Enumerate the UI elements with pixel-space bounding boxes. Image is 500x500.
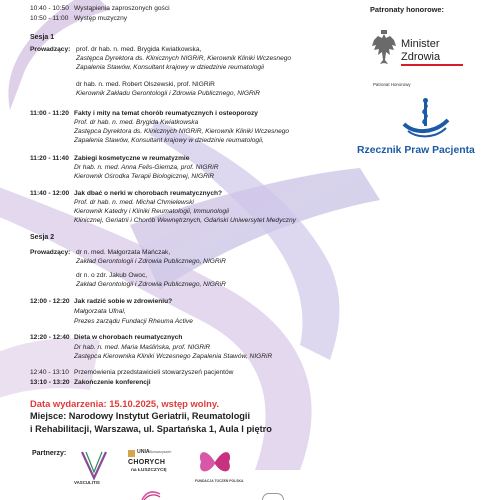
partners-label: Partnerzy:	[32, 450, 67, 457]
program-text: Zakończenie konferencji	[74, 379, 151, 386]
vasculitis-v-icon	[72, 448, 118, 482]
chair-name: dr hab. n. med. Robert Olszewski, prof. NIGRiR	[76, 81, 215, 88]
vasculitis-text: VASCULITIS	[74, 480, 100, 485]
speaker-line: Kierownik Katedry i Kliniki Reumatologii, Immunologii	[74, 208, 230, 215]
speaker-line: Klinicznej, Geriatrii i Chorób Wewnętrznych, Gdański Uniwersytet Medyczny	[74, 217, 296, 224]
speaker-line: Dr hab. n. med. Anna Felis-Giemza, prof. NIGRiR	[74, 164, 219, 171]
talk-title: Dieta w chorobach reumatycznych	[74, 334, 183, 341]
unia-top: UNIA	[137, 449, 150, 455]
chairs-label: Prowadzący:	[30, 249, 71, 256]
partner-logo-partial-icon	[140, 490, 162, 500]
minister-line2: Zdrowia	[401, 51, 441, 63]
speaker-line: Kierownik Ośrodka Terapii Biologicznej, NIGRiR	[74, 173, 215, 180]
program-text: Przemówienia przedstawicieli stowarzyszeń pacjentów	[74, 369, 234, 376]
unia-main: CHORYCH	[128, 459, 166, 466]
event-venue: i Rehabilitacji, Warszawa, ul. Spartańska 1, Aula I piętro	[30, 424, 272, 434]
talk-title: Jak dbać o nerki w chorobach reumatycznych?	[74, 190, 223, 197]
chair-role: Zastępca Dyrektora ds. Klinicznych NIGRiR, Kierownik Kliniki Wczesnego	[76, 55, 292, 62]
session-label: Sesja 1	[30, 34, 55, 41]
program-time: 12:40 - 13:10	[30, 369, 69, 376]
fundacja-logo	[195, 446, 244, 492]
patronage-header: Patronaty honorowe:	[370, 5, 444, 14]
session-label: Sesja 2	[30, 234, 55, 241]
program-time: 11:20 - 11:40	[30, 155, 69, 162]
program-text: Występ muzyczny	[74, 15, 128, 22]
program-time: 11:40 - 12:00	[30, 190, 70, 197]
speaker-line: Zastępca Dyrektora ds. Klinicznych NIGRiR, Kierownik Kliniki Wczesnego	[74, 128, 290, 135]
chair-role: Zakład Gerontologii i Zdrowia Publicznego, NIGRiR	[76, 258, 226, 265]
rpp-title: Rzecznik Praw Pacjenta	[357, 145, 475, 156]
patronage-column	[345, 0, 500, 500]
program-time: 10:50 - 11:00	[30, 15, 69, 22]
program-time: 11:00 - 11:20	[30, 110, 69, 117]
event-date: Data wydarzenia: 15.10.2025, wstęp wolny.	[30, 398, 219, 409]
program-time: 12:20 - 12:40	[30, 334, 70, 341]
minister-line1: Minister	[401, 38, 440, 50]
speaker-line: Małgorzata Ufnal,	[74, 308, 126, 315]
speaker-line: Dr hab. n. med. Maria Maślińska, prof. NIGRiR	[74, 344, 211, 351]
patronat-honorowy: Patronat Honorowy	[373, 82, 411, 87]
speaker-line: Prof. dr hab. n. med. Michał Chmielewski	[74, 199, 194, 206]
unia-sub: na ŁUSZCZYCĘ	[131, 468, 167, 473]
vasculitis-logo	[72, 448, 118, 492]
program-text: Wystąpienia zaproszonych gości	[74, 5, 170, 12]
event-venue: Miejsce: Narodowy Instytut Geriatrii, Reumatologii	[30, 411, 251, 421]
program-time: 12:00 - 12:20	[30, 298, 70, 305]
chair-role: Kierownik Zakładu Gerontologii i Zdrowia Publicznego, NIGRiR	[76, 90, 260, 97]
chairs-label: Prowadzący:	[30, 46, 71, 53]
minister-red-bar	[401, 64, 463, 66]
chair-name: dr n. med. Małgorzata Mańczak,	[76, 249, 171, 256]
chair-role: Zapalenia Stawów, Konsultant krajowy w dziedzinie reumatologii	[76, 64, 265, 71]
talk-title: Zabiegi kosmetyczne w reumatyzmie	[74, 155, 190, 162]
chair-role: Zakład Gerontologii i Zdrowia Publicznego, NIGRiR	[76, 281, 226, 288]
chair-name: dr n. o zdr. Jakub Owoc,	[76, 272, 148, 279]
polish-eagle-icon	[370, 30, 398, 68]
partner-logo-partial-icon	[262, 493, 284, 500]
program-time: 10:40 - 10:50	[30, 5, 69, 12]
talk-title: Fakty i mity na temat chorób reumatycznych i osteoporozy	[74, 110, 258, 117]
chair-name: prof. dr hab. n. med. Brygida Kwiatkowska,	[76, 46, 202, 53]
butterfly-icon	[195, 446, 235, 478]
speaker-line: Prof. dr hab. n. med. Brygida Kwiatkowska	[74, 119, 199, 126]
unia-mid: Stowarzyszeń	[149, 450, 172, 454]
unia-logo	[125, 448, 183, 492]
speaker-line: Zapalenia Stawów, Konsultant krajowy w dziedzinie reumatologii,	[74, 137, 264, 144]
unia-square-icon	[128, 450, 135, 457]
speaker-line: Prezes zarządu Fundacji Rheuma Active	[74, 318, 193, 325]
talk-title: Jak radzić sobie w zdrowieniu?	[74, 298, 173, 305]
program-time: 13:10 - 13:20	[30, 379, 70, 386]
fundacja-text: FUNDACJA TOCZEŃ POLSKA	[195, 479, 244, 483]
rpp-logo-icon	[400, 98, 452, 140]
speaker-line: Zastępca Kierownika Kliniki Wczesnego Zapalenia Stawów, NIGRiR	[74, 353, 273, 360]
